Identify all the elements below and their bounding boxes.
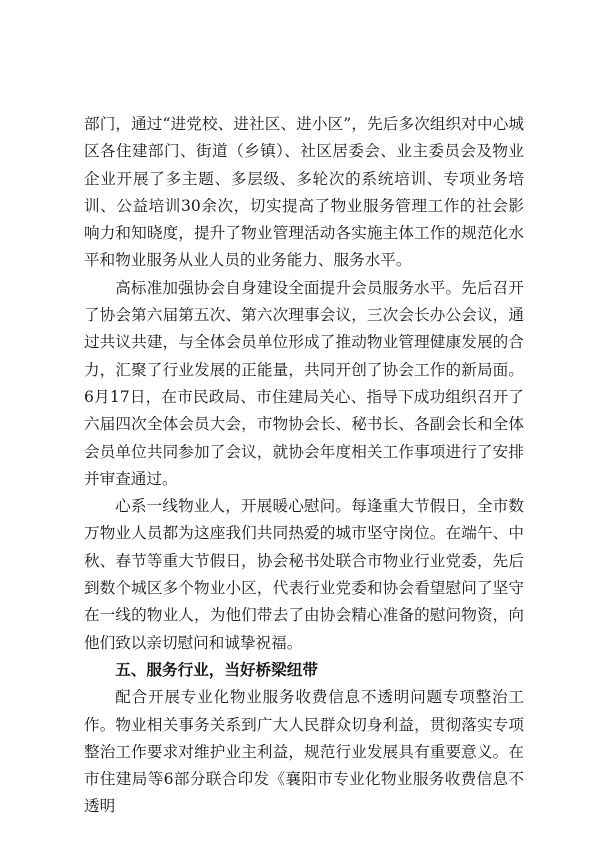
- paragraph-fee-transparency: 配合开展专业化物业服务收费信息不透明问题专项整治工作。物业相关事务关系到广大人民群众切身利益，贯彻落实专项整治工作要求对维护业主利益，规范行业发展具有重要意义。在市住建局等6部分联合印发《襄阳市专业化物业服务收费信息不透明: [84, 688, 524, 816]
- paragraph-association-building: 高标准加强协会自身建设全面提升会员服务水平。先后召开了协会第六届第五次、第六次理事会议，三次会长办公会议，通过共议共建，与全体会员单位形成了推动物业管理健康发展的合力，汇聚了行业发展的正能量，共同开创了协会工作的新局面。6月17日，在市民政局、市住建局关心、指导下成功组织召开了六届四次全体会员大会，市物协会长、秘书长、各副会长和全体会员单位共同参加了会议，就协会年度相关工作事项进行了安排并审查通过。: [84, 278, 524, 488]
- paragraph-continuation: 部门，通过“进党校、进社区、进小区”，先后多次组织对中心城区各住建部门、街道（乡镇）、社区居委会、业主委员会及物业企业开展了多主题、多层级、多轮次的系统培训、专项业务培训、公益培训30余次，切实提高了物业服务管理工作的社会影响力和知晓度，提升了物业管理活动各实施主体工作的规范化水平和物业服务从业人员的业务能力、服务水平。: [84, 115, 524, 270]
- paragraph-condolence-visits: 心系一线物业人，开展暖心慰问。每逢重大节假日，全市数万物业人员都为这座我们共同热爱的城市坚守岗位。在端午、中秋、春节等重大节假日，协会秘书处联合市物业行业党委，先后到数个城区多个物业小区，代表行业党委和协会看望慰问了坚守在一线的物业人，为他们带去了由协会精心准备的慰问物资，向他们致以亲切慰问和诚挚祝福。: [84, 497, 524, 652]
- section-heading-5: 五、服务行业，当好桥梁纽带: [115, 660, 318, 679]
- document-body: [84, 111, 524, 821]
